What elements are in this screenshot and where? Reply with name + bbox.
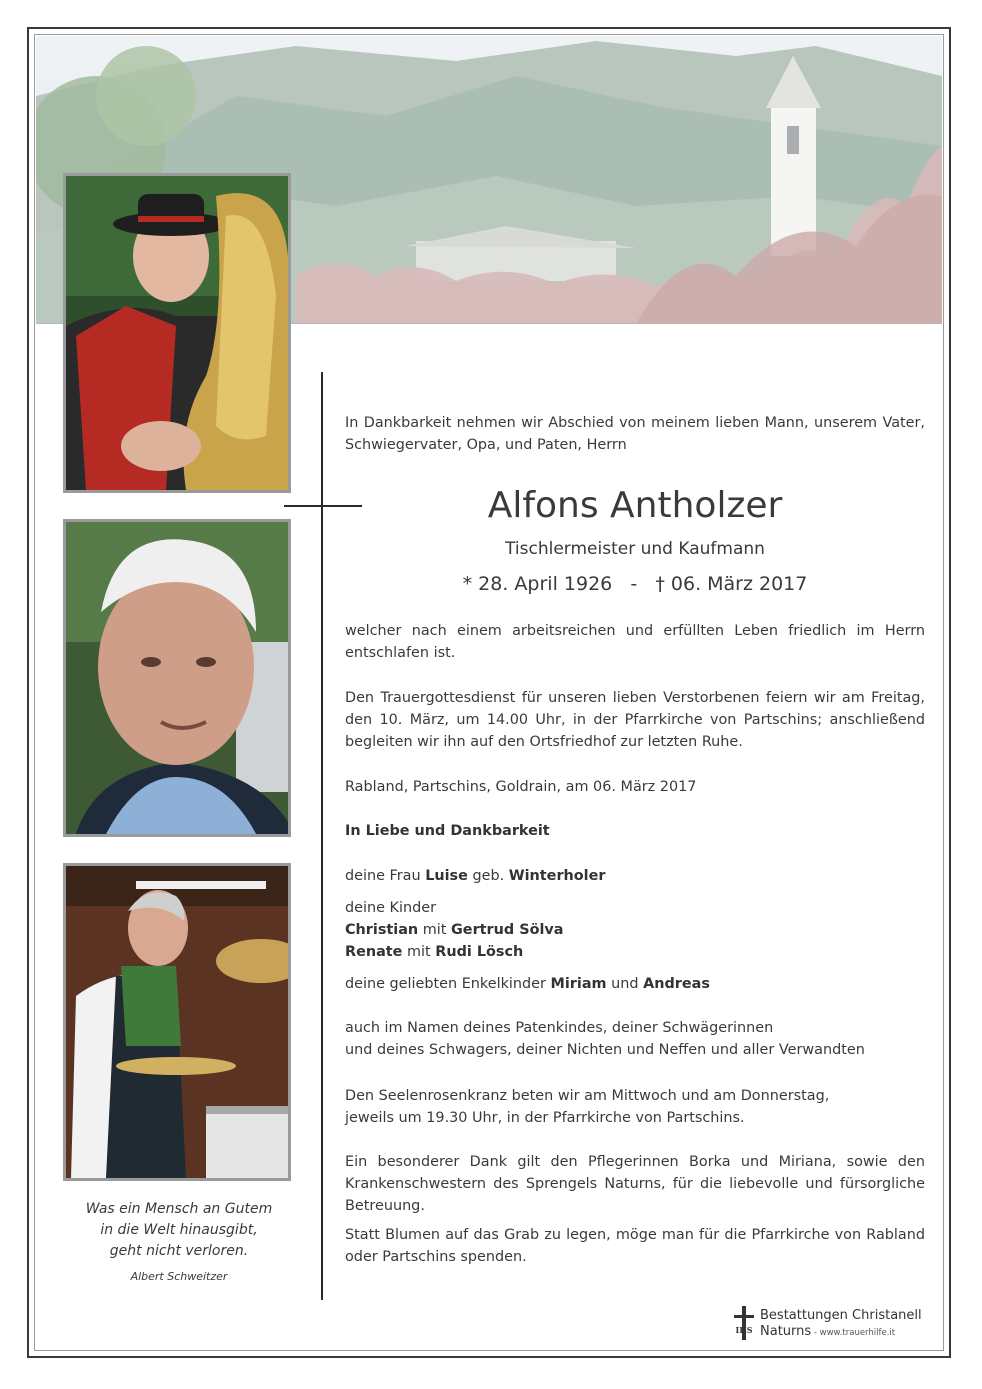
funeral-home-name: Bestattungen Christanell bbox=[760, 1308, 922, 1323]
funeral-home-town-line bbox=[760, 1324, 895, 1341]
cross-emblem-icon bbox=[732, 1306, 756, 1340]
photo-at-drums bbox=[63, 863, 291, 1181]
cross-vertical-bar bbox=[321, 372, 323, 1300]
child-1-line bbox=[345, 919, 925, 941]
funeral-home-logo bbox=[732, 1306, 932, 1342]
grandchildren-line bbox=[345, 973, 925, 995]
svg-text:IHS: IHS bbox=[735, 1325, 753, 1335]
life-dates: * 28. April 1926 - † 06. März 2017 bbox=[462, 573, 808, 595]
grandchild-2: Andreas bbox=[643, 976, 710, 992]
quote-author: Albert Schweitzer bbox=[130, 1270, 228, 1283]
deceased-name: Alfons Antholzer bbox=[487, 485, 783, 526]
child-2-name: Renate bbox=[345, 944, 403, 960]
passing-text: welcher nach einem arbeitsreichen und erfüllten Leben friedlich im Herrn entschlafen ist. bbox=[345, 623, 925, 661]
deceased-profession: Tischlermeister und Kaufmann bbox=[505, 539, 765, 559]
funeral-home-url: - www.trauerhilfe.it bbox=[811, 1328, 896, 1338]
children-block bbox=[345, 897, 925, 963]
child-1-mid: mit bbox=[422, 922, 447, 938]
closing-line: In Liebe und Dankbarkeit bbox=[345, 823, 550, 839]
rosary-block bbox=[345, 1085, 925, 1129]
grandchildren-prefix: deine geliebten Enkelkinder bbox=[345, 976, 546, 992]
relatives-line-1: auch im Namen deines Patenkindes, deiner Schwägerinnen bbox=[345, 1020, 774, 1036]
wife-maiden-name: Winterholer bbox=[508, 868, 606, 884]
wife-line bbox=[345, 865, 925, 887]
quote-line-2: in die Welt hinausgibt, bbox=[100, 1222, 258, 1238]
relatives-line-2: und deines Schwagers, deiner Nichten und Neffen und aller Verwandten bbox=[345, 1042, 865, 1058]
funeral-home-town: Naturns bbox=[760, 1324, 812, 1339]
child-2-partner: Rudi Lösch bbox=[435, 944, 524, 960]
child-1-partner: Gertrud Sölva bbox=[451, 922, 564, 938]
wife-prefix: deine Frau bbox=[345, 868, 421, 884]
child-2-mid: mit bbox=[407, 944, 431, 960]
service-text: Den Trauergottesdienst für unseren lieben Verstorbenen feiern wir am Freitag, den 10. März, um 14.00 Uhr, in der Pfarrkirche von Partschins; anschließend begleiten wir ihn auf den Ortsfriedhof zur letzten Ruhe. bbox=[345, 690, 925, 750]
grandchild-1: Miriam bbox=[550, 976, 607, 992]
child-2-line bbox=[345, 941, 925, 963]
rosary-line-1: Den Seelenrosenkranz beten wir am Mittwoch und am Donnerstag, bbox=[345, 1088, 830, 1104]
quote-line-3: geht nicht verloren. bbox=[109, 1243, 249, 1259]
portrait-photo bbox=[63, 519, 291, 837]
wife-name: Luise bbox=[425, 868, 468, 884]
wife-mid: geb. bbox=[472, 868, 505, 884]
place-date: Rabland, Partschins, Goldrain, am 06. März 2017 bbox=[345, 779, 697, 795]
flowers-text: Statt Blumen auf das Grab zu legen, möge man für die Pfarrkirche von Rabland oder Partschins spenden. bbox=[345, 1227, 925, 1265]
quote bbox=[63, 1199, 295, 1262]
grandchildren-and: und bbox=[611, 976, 639, 992]
relatives-block bbox=[345, 1017, 925, 1061]
intro-text: In Dankbarkeit nehmen wir Abschied von meinem lieben Mann, unserem Vater, Schwiegervater, Opa, und Paten, Herrn bbox=[345, 415, 925, 453]
photo-with-tuba bbox=[63, 173, 291, 493]
quote-line-1: Was ein Mensch an Gutem bbox=[85, 1201, 273, 1217]
thanks-text: Ein besonderer Dank gilt den Pflegerinnen Borka und Miriana, sowie den Krankenschwestern des Sprengels Naturns, für die liebevolle und fürsorgliche Betreuung. bbox=[345, 1154, 925, 1214]
children-label: deine Kinder bbox=[345, 900, 436, 916]
rosary-line-2: jeweils um 19.30 Uhr, in der Pfarrkirche von Partschins. bbox=[345, 1110, 745, 1126]
child-1-name: Christian bbox=[345, 922, 419, 938]
